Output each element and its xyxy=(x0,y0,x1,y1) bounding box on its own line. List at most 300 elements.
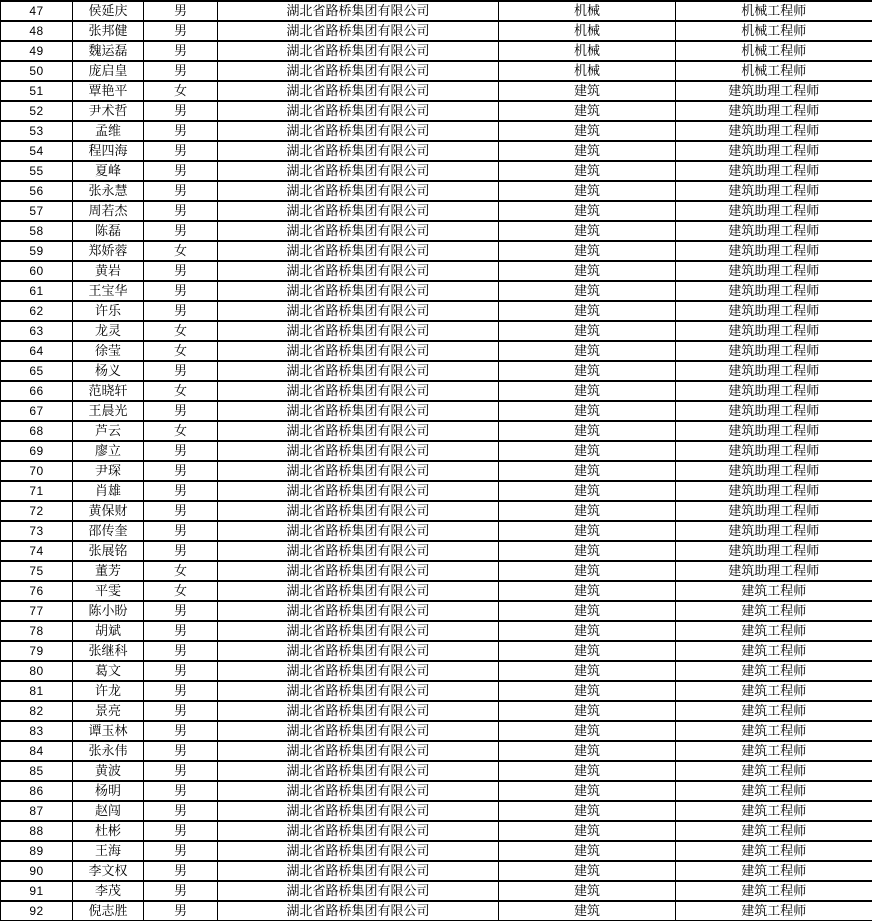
job-title-cell[interactable]: 建筑工程师 xyxy=(676,761,872,781)
category-cell[interactable]: 建筑 xyxy=(499,901,676,921)
category-cell[interactable]: 建筑 xyxy=(499,321,676,341)
company-cell[interactable]: 湖北省路桥集团有限公司 xyxy=(218,721,499,741)
gender-cell[interactable]: 男 xyxy=(144,461,218,481)
name-cell[interactable]: 廖立 xyxy=(73,441,144,461)
company-cell[interactable]: 湖北省路桥集团有限公司 xyxy=(218,261,499,281)
company-cell[interactable]: 湖北省路桥集团有限公司 xyxy=(218,361,499,381)
gender-cell[interactable]: 男 xyxy=(144,661,218,681)
category-cell[interactable]: 建筑 xyxy=(499,281,676,301)
row-number-cell[interactable]: 47 xyxy=(1,1,73,21)
gender-cell[interactable]: 男 xyxy=(144,361,218,381)
gender-cell[interactable]: 男 xyxy=(144,101,218,121)
gender-cell[interactable]: 男 xyxy=(144,441,218,461)
job-title-cell[interactable]: 建筑工程师 xyxy=(676,861,872,881)
job-title-cell[interactable]: 建筑助理工程师 xyxy=(676,121,872,141)
name-cell[interactable]: 黄岩 xyxy=(73,261,144,281)
gender-cell[interactable]: 男 xyxy=(144,801,218,821)
job-title-cell[interactable]: 建筑工程师 xyxy=(676,701,872,721)
gender-cell[interactable]: 女 xyxy=(144,241,218,261)
gender-cell[interactable]: 男 xyxy=(144,481,218,501)
row-number-cell[interactable]: 91 xyxy=(1,881,73,901)
row-number-cell[interactable]: 55 xyxy=(1,161,73,181)
job-title-cell[interactable]: 建筑工程师 xyxy=(676,801,872,821)
company-cell[interactable]: 湖北省路桥集团有限公司 xyxy=(218,481,499,501)
job-title-cell[interactable]: 建筑助理工程师 xyxy=(676,481,872,501)
category-cell[interactable]: 建筑 xyxy=(499,661,676,681)
category-cell[interactable]: 建筑 xyxy=(499,241,676,261)
gender-cell[interactable]: 男 xyxy=(144,1,218,21)
job-title-cell[interactable]: 建筑助理工程师 xyxy=(676,561,872,581)
row-number-cell[interactable]: 70 xyxy=(1,461,73,481)
gender-cell[interactable]: 男 xyxy=(144,121,218,141)
category-cell[interactable]: 建筑 xyxy=(499,381,676,401)
company-cell[interactable]: 湖北省路桥集团有限公司 xyxy=(218,561,499,581)
category-cell[interactable]: 建筑 xyxy=(499,561,676,581)
row-number-cell[interactable]: 69 xyxy=(1,441,73,461)
company-cell[interactable]: 湖北省路桥集团有限公司 xyxy=(218,161,499,181)
row-number-cell[interactable]: 53 xyxy=(1,121,73,141)
name-cell[interactable]: 景亮 xyxy=(73,701,144,721)
gender-cell[interactable]: 女 xyxy=(144,81,218,101)
name-cell[interactable]: 龙灵 xyxy=(73,321,144,341)
name-cell[interactable]: 王海 xyxy=(73,841,144,861)
gender-cell[interactable]: 男 xyxy=(144,741,218,761)
name-cell[interactable]: 黄波 xyxy=(73,761,144,781)
gender-cell[interactable]: 男 xyxy=(144,21,218,41)
name-cell[interactable]: 王晨光 xyxy=(73,401,144,421)
company-cell[interactable]: 湖北省路桥集团有限公司 xyxy=(218,681,499,701)
category-cell[interactable]: 建筑 xyxy=(499,841,676,861)
category-cell[interactable]: 建筑 xyxy=(499,881,676,901)
job-title-cell[interactable]: 建筑助理工程师 xyxy=(676,281,872,301)
category-cell[interactable]: 机械 xyxy=(499,21,676,41)
category-cell[interactable]: 建筑 xyxy=(499,541,676,561)
gender-cell[interactable]: 男 xyxy=(144,901,218,921)
row-number-cell[interactable]: 68 xyxy=(1,421,73,441)
company-cell[interactable]: 湖北省路桥集团有限公司 xyxy=(218,701,499,721)
company-cell[interactable]: 湖北省路桥集团有限公司 xyxy=(218,381,499,401)
job-title-cell[interactable]: 建筑助理工程师 xyxy=(676,181,872,201)
company-cell[interactable]: 湖北省路桥集团有限公司 xyxy=(218,821,499,841)
name-cell[interactable]: 尹琛 xyxy=(73,461,144,481)
row-number-cell[interactable]: 83 xyxy=(1,721,73,741)
category-cell[interactable]: 建筑 xyxy=(499,681,676,701)
row-number-cell[interactable]: 74 xyxy=(1,541,73,561)
company-cell[interactable]: 湖北省路桥集团有限公司 xyxy=(218,881,499,901)
category-cell[interactable]: 建筑 xyxy=(499,461,676,481)
table-row xyxy=(1,501,872,521)
category-cell[interactable]: 建筑 xyxy=(499,821,676,841)
company-cell[interactable]: 湖北省路桥集团有限公司 xyxy=(218,861,499,881)
job-title-cell[interactable]: 建筑助理工程师 xyxy=(676,501,872,521)
row-number-cell[interactable]: 76 xyxy=(1,581,73,601)
category-cell[interactable]: 建筑 xyxy=(499,361,676,381)
name-cell[interactable]: 许龙 xyxy=(73,681,144,701)
category-cell[interactable]: 建筑 xyxy=(499,601,676,621)
company-cell[interactable]: 湖北省路桥集团有限公司 xyxy=(218,341,499,361)
job-title-cell[interactable]: 建筑工程师 xyxy=(676,601,872,621)
row-number-cell[interactable]: 67 xyxy=(1,401,73,421)
company-cell[interactable]: 湖北省路桥集团有限公司 xyxy=(218,1,499,21)
gender-cell[interactable]: 女 xyxy=(144,581,218,601)
category-cell[interactable]: 建筑 xyxy=(499,861,676,881)
table-row xyxy=(1,401,872,421)
name-cell[interactable]: 魏运磊 xyxy=(73,41,144,61)
row-number-cell[interactable]: 85 xyxy=(1,761,73,781)
gender-cell[interactable]: 男 xyxy=(144,41,218,61)
category-cell[interactable]: 建筑 xyxy=(499,721,676,741)
gender-cell[interactable]: 女 xyxy=(144,321,218,341)
name-cell[interactable]: 张展铭 xyxy=(73,541,144,561)
row-number-cell[interactable]: 59 xyxy=(1,241,73,261)
name-cell[interactable]: 李文权 xyxy=(73,861,144,881)
name-cell[interactable]: 王宝华 xyxy=(73,281,144,301)
name-cell[interactable]: 赵闯 xyxy=(73,801,144,821)
row-number-cell[interactable]: 62 xyxy=(1,301,73,321)
job-title-cell[interactable]: 建筑助理工程师 xyxy=(676,321,872,341)
job-title-cell[interactable]: 机械工程师 xyxy=(676,21,872,41)
row-number-cell[interactable]: 54 xyxy=(1,141,73,161)
category-cell[interactable]: 建筑 xyxy=(499,701,676,721)
name-cell[interactable]: 芦云 xyxy=(73,421,144,441)
gender-cell[interactable]: 男 xyxy=(144,881,218,901)
gender-cell[interactable]: 男 xyxy=(144,301,218,321)
job-title-cell[interactable]: 建筑助理工程师 xyxy=(676,81,872,101)
company-cell[interactable]: 湖北省路桥集团有限公司 xyxy=(218,401,499,421)
gender-cell[interactable]: 男 xyxy=(144,281,218,301)
company-cell[interactable]: 湖北省路桥集团有限公司 xyxy=(218,421,499,441)
company-cell[interactable]: 湖北省路桥集团有限公司 xyxy=(218,101,499,121)
category-cell[interactable]: 建筑 xyxy=(499,761,676,781)
name-cell[interactable]: 覃艳平 xyxy=(73,81,144,101)
row-number-cell[interactable]: 80 xyxy=(1,661,73,681)
table-row xyxy=(1,421,872,441)
gender-cell[interactable]: 男 xyxy=(144,521,218,541)
company-cell[interactable]: 湖北省路桥集团有限公司 xyxy=(218,121,499,141)
gender-cell[interactable]: 男 xyxy=(144,701,218,721)
name-cell[interactable]: 尹术哲 xyxy=(73,101,144,121)
table-row xyxy=(1,821,872,841)
gender-cell[interactable]: 男 xyxy=(144,641,218,661)
gender-cell[interactable]: 男 xyxy=(144,161,218,181)
row-number-cell[interactable]: 71 xyxy=(1,481,73,501)
table-row xyxy=(1,441,872,461)
category-cell[interactable]: 建筑 xyxy=(499,401,676,421)
company-cell[interactable]: 湖北省路桥集团有限公司 xyxy=(218,221,499,241)
name-cell[interactable]: 黄保财 xyxy=(73,501,144,521)
name-cell[interactable]: 张永伟 xyxy=(73,741,144,761)
job-title-cell[interactable]: 建筑工程师 xyxy=(676,641,872,661)
category-cell[interactable]: 建筑 xyxy=(499,221,676,241)
category-cell[interactable]: 建筑 xyxy=(499,741,676,761)
row-number-cell[interactable]: 82 xyxy=(1,701,73,721)
name-cell[interactable]: 董芳 xyxy=(73,561,144,581)
job-title-cell[interactable]: 建筑工程师 xyxy=(676,741,872,761)
name-cell[interactable]: 李茂 xyxy=(73,881,144,901)
job-title-cell[interactable]: 建筑助理工程师 xyxy=(676,381,872,401)
row-number-cell[interactable]: 84 xyxy=(1,741,73,761)
row-number-cell[interactable]: 65 xyxy=(1,361,73,381)
company-cell[interactable]: 湖北省路桥集团有限公司 xyxy=(218,141,499,161)
table-row xyxy=(1,781,872,801)
company-cell[interactable]: 湖北省路桥集团有限公司 xyxy=(218,201,499,221)
name-cell[interactable]: 庞启皇 xyxy=(73,61,144,81)
company-cell[interactable]: 湖北省路桥集团有限公司 xyxy=(218,801,499,821)
gender-cell[interactable]: 男 xyxy=(144,541,218,561)
name-cell[interactable]: 邵传奎 xyxy=(73,521,144,541)
gender-cell[interactable]: 男 xyxy=(144,841,218,861)
table-row xyxy=(1,181,872,201)
job-title-cell[interactable]: 机械工程师 xyxy=(676,1,872,21)
row-number-cell[interactable]: 49 xyxy=(1,41,73,61)
gender-cell[interactable]: 男 xyxy=(144,861,218,881)
table-row xyxy=(1,461,872,481)
gender-cell[interactable]: 男 xyxy=(144,721,218,741)
gender-cell[interactable]: 男 xyxy=(144,601,218,621)
company-cell[interactable]: 湖北省路桥集团有限公司 xyxy=(218,181,499,201)
category-cell[interactable]: 建筑 xyxy=(499,81,676,101)
row-number-cell[interactable]: 51 xyxy=(1,81,73,101)
table-row xyxy=(1,861,872,881)
table-row xyxy=(1,281,872,301)
table-row xyxy=(1,21,872,41)
name-cell[interactable]: 陈磊 xyxy=(73,221,144,241)
name-cell[interactable]: 杜彬 xyxy=(73,821,144,841)
company-cell[interactable]: 湖北省路桥集团有限公司 xyxy=(218,521,499,541)
row-number-cell[interactable]: 63 xyxy=(1,321,73,341)
category-cell[interactable]: 建筑 xyxy=(499,121,676,141)
job-title-cell[interactable]: 建筑助理工程师 xyxy=(676,541,872,561)
company-cell[interactable]: 湖北省路桥集团有限公司 xyxy=(218,281,499,301)
category-cell[interactable]: 建筑 xyxy=(499,441,676,461)
job-title-cell[interactable]: 建筑助理工程师 xyxy=(676,221,872,241)
job-title-cell[interactable]: 建筑助理工程师 xyxy=(676,241,872,261)
table-row xyxy=(1,841,872,861)
row-number-cell[interactable]: 87 xyxy=(1,801,73,821)
name-cell[interactable]: 侯延庆 xyxy=(73,1,144,21)
category-cell[interactable]: 建筑 xyxy=(499,421,676,441)
category-cell[interactable]: 建筑 xyxy=(499,801,676,821)
company-cell[interactable]: 湖北省路桥集团有限公司 xyxy=(218,441,499,461)
job-title-cell[interactable]: 建筑助理工程师 xyxy=(676,101,872,121)
row-number-cell[interactable]: 48 xyxy=(1,21,73,41)
name-cell[interactable]: 杨明 xyxy=(73,781,144,801)
company-cell[interactable]: 湖北省路桥集团有限公司 xyxy=(218,541,499,561)
job-title-cell[interactable]: 建筑助理工程师 xyxy=(676,341,872,361)
company-cell[interactable]: 湖北省路桥集团有限公司 xyxy=(218,741,499,761)
category-cell[interactable]: 建筑 xyxy=(499,301,676,321)
gender-cell[interactable]: 男 xyxy=(144,141,218,161)
company-cell[interactable]: 湖北省路桥集团有限公司 xyxy=(218,841,499,861)
job-title-cell[interactable]: 建筑助理工程师 xyxy=(676,521,872,541)
name-cell[interactable]: 郑娇蓉 xyxy=(73,241,144,261)
row-number-cell[interactable]: 57 xyxy=(1,201,73,221)
company-cell[interactable]: 湖北省路桥集团有限公司 xyxy=(218,761,499,781)
category-cell[interactable]: 建筑 xyxy=(499,581,676,601)
row-number-cell[interactable]: 75 xyxy=(1,561,73,581)
category-cell[interactable]: 建筑 xyxy=(499,621,676,641)
row-number-cell[interactable]: 90 xyxy=(1,861,73,881)
name-cell[interactable]: 许乐 xyxy=(73,301,144,321)
name-cell[interactable]: 陈小盼 xyxy=(73,601,144,621)
job-title-cell[interactable]: 机械工程师 xyxy=(676,61,872,81)
job-title-cell[interactable]: 建筑工程师 xyxy=(676,821,872,841)
category-cell[interactable]: 建筑 xyxy=(499,781,676,801)
gender-cell[interactable]: 男 xyxy=(144,761,218,781)
category-cell[interactable]: 机械 xyxy=(499,1,676,21)
company-cell[interactable]: 湖北省路桥集团有限公司 xyxy=(218,21,499,41)
gender-cell[interactable]: 男 xyxy=(144,781,218,801)
gender-cell[interactable]: 男 xyxy=(144,821,218,841)
company-cell[interactable]: 湖北省路桥集团有限公司 xyxy=(218,61,499,81)
row-number-cell[interactable]: 72 xyxy=(1,501,73,521)
gender-cell[interactable]: 男 xyxy=(144,181,218,201)
category-cell[interactable]: 建筑 xyxy=(499,181,676,201)
row-number-cell[interactable]: 73 xyxy=(1,521,73,541)
company-cell[interactable]: 湖北省路桥集团有限公司 xyxy=(218,41,499,61)
row-number-cell[interactable]: 58 xyxy=(1,221,73,241)
job-title-cell[interactable]: 建筑助理工程师 xyxy=(676,461,872,481)
company-cell[interactable]: 湖北省路桥集团有限公司 xyxy=(218,621,499,641)
category-cell[interactable]: 建筑 xyxy=(499,201,676,221)
job-title-cell[interactable]: 建筑工程师 xyxy=(676,581,872,601)
table-row xyxy=(1,541,872,561)
category-cell[interactable]: 机械 xyxy=(499,61,676,81)
gender-cell[interactable]: 男 xyxy=(144,681,218,701)
category-cell[interactable]: 建筑 xyxy=(499,521,676,541)
company-cell[interactable]: 湖北省路桥集团有限公司 xyxy=(218,641,499,661)
gender-cell[interactable]: 男 xyxy=(144,501,218,521)
gender-cell[interactable]: 女 xyxy=(144,561,218,581)
category-cell[interactable]: 建筑 xyxy=(499,161,676,181)
row-number-cell[interactable]: 61 xyxy=(1,281,73,301)
category-cell[interactable]: 建筑 xyxy=(499,641,676,661)
name-cell[interactable]: 谭玉林 xyxy=(73,721,144,741)
job-title-cell[interactable]: 建筑工程师 xyxy=(676,901,872,921)
gender-cell[interactable]: 男 xyxy=(144,61,218,81)
row-number-cell[interactable]: 52 xyxy=(1,101,73,121)
job-title-cell[interactable]: 建筑工程师 xyxy=(676,621,872,641)
name-cell[interactable]: 平雯 xyxy=(73,581,144,601)
row-number-cell[interactable]: 79 xyxy=(1,641,73,661)
job-title-cell[interactable]: 建筑助理工程师 xyxy=(676,401,872,421)
row-number-cell[interactable]: 56 xyxy=(1,181,73,201)
table-row xyxy=(1,361,872,381)
table-row xyxy=(1,301,872,321)
job-title-cell[interactable]: 建筑工程师 xyxy=(676,881,872,901)
row-number-cell[interactable]: 86 xyxy=(1,781,73,801)
job-title-cell[interactable]: 建筑助理工程师 xyxy=(676,421,872,441)
job-title-cell[interactable]: 建筑助理工程师 xyxy=(676,441,872,461)
name-cell[interactable]: 夏峰 xyxy=(73,161,144,181)
row-number-cell[interactable]: 89 xyxy=(1,841,73,861)
table-row xyxy=(1,681,872,701)
gender-cell[interactable]: 男 xyxy=(144,621,218,641)
row-number-cell[interactable]: 64 xyxy=(1,341,73,361)
table-row xyxy=(1,801,872,821)
name-cell[interactable]: 杨义 xyxy=(73,361,144,381)
table-row xyxy=(1,241,872,261)
company-cell[interactable]: 湖北省路桥集团有限公司 xyxy=(218,81,499,101)
category-cell[interactable]: 建筑 xyxy=(499,501,676,521)
company-cell[interactable]: 湖北省路桥集团有限公司 xyxy=(218,321,499,341)
category-cell[interactable]: 建筑 xyxy=(499,481,676,501)
category-cell[interactable]: 建筑 xyxy=(499,141,676,161)
name-cell[interactable]: 张继科 xyxy=(73,641,144,661)
row-number-cell[interactable]: 77 xyxy=(1,601,73,621)
row-number-cell[interactable]: 81 xyxy=(1,681,73,701)
row-number-cell[interactable]: 78 xyxy=(1,621,73,641)
row-number-cell[interactable]: 60 xyxy=(1,261,73,281)
gender-cell[interactable]: 女 xyxy=(144,381,218,401)
job-title-cell[interactable]: 机械工程师 xyxy=(676,41,872,61)
company-cell[interactable]: 湖北省路桥集团有限公司 xyxy=(218,601,499,621)
category-cell[interactable]: 建筑 xyxy=(499,341,676,361)
row-number-cell[interactable]: 88 xyxy=(1,821,73,841)
company-cell[interactable]: 湖北省路桥集团有限公司 xyxy=(218,501,499,521)
category-cell[interactable]: 建筑 xyxy=(499,261,676,281)
name-cell[interactable]: 葛文 xyxy=(73,661,144,681)
company-cell[interactable]: 湖北省路桥集团有限公司 xyxy=(218,301,499,321)
table-row xyxy=(1,901,872,921)
job-title-cell[interactable]: 建筑助理工程师 xyxy=(676,261,872,281)
job-title-cell[interactable]: 建筑工程师 xyxy=(676,781,872,801)
table-row xyxy=(1,381,872,401)
company-cell[interactable]: 湖北省路桥集团有限公司 xyxy=(218,661,499,681)
name-cell[interactable]: 倪志胜 xyxy=(73,901,144,921)
name-cell[interactable]: 张永慧 xyxy=(73,181,144,201)
name-cell[interactable]: 范晓轩 xyxy=(73,381,144,401)
category-cell[interactable]: 机械 xyxy=(499,41,676,61)
table-row xyxy=(1,521,872,541)
row-number-cell[interactable]: 50 xyxy=(1,61,73,81)
gender-cell[interactable]: 女 xyxy=(144,341,218,361)
gender-cell[interactable]: 男 xyxy=(144,201,218,221)
name-cell[interactable]: 程四海 xyxy=(73,141,144,161)
name-cell[interactable]: 肖雄 xyxy=(73,481,144,501)
category-cell[interactable]: 建筑 xyxy=(499,101,676,121)
name-cell[interactable]: 徐莹 xyxy=(73,341,144,361)
name-cell[interactable]: 孟维 xyxy=(73,121,144,141)
row-number-cell[interactable]: 92 xyxy=(1,901,73,921)
company-cell[interactable]: 湖北省路桥集团有限公司 xyxy=(218,781,499,801)
company-cell[interactable]: 湖北省路桥集团有限公司 xyxy=(218,241,499,261)
job-title-cell[interactable]: 建筑工程师 xyxy=(676,661,872,681)
company-cell[interactable]: 湖北省路桥集团有限公司 xyxy=(218,461,499,481)
gender-cell[interactable]: 男 xyxy=(144,261,218,281)
job-title-cell[interactable]: 建筑工程师 xyxy=(676,681,872,701)
company-cell[interactable]: 湖北省路桥集团有限公司 xyxy=(218,581,499,601)
table-row xyxy=(1,721,872,741)
job-title-cell[interactable]: 建筑助理工程师 xyxy=(676,141,872,161)
table-row xyxy=(1,761,872,781)
row-number-cell[interactable]: 66 xyxy=(1,381,73,401)
gender-cell[interactable]: 女 xyxy=(144,421,218,441)
job-title-cell[interactable]: 建筑助理工程师 xyxy=(676,361,872,381)
table-row xyxy=(1,881,872,901)
name-cell[interactable]: 张邦健 xyxy=(73,21,144,41)
name-cell[interactable]: 胡斌 xyxy=(73,621,144,641)
gender-cell[interactable]: 男 xyxy=(144,401,218,421)
job-title-cell[interactable]: 建筑工程师 xyxy=(676,841,872,861)
gender-cell[interactable]: 男 xyxy=(144,221,218,241)
job-title-cell[interactable]: 建筑助理工程师 xyxy=(676,161,872,181)
job-title-cell[interactable]: 建筑助理工程师 xyxy=(676,201,872,221)
name-cell[interactable]: 周若杰 xyxy=(73,201,144,221)
job-title-cell[interactable]: 建筑助理工程师 xyxy=(676,301,872,321)
company-cell[interactable]: 湖北省路桥集团有限公司 xyxy=(218,901,499,921)
job-title-cell[interactable]: 建筑工程师 xyxy=(676,721,872,741)
